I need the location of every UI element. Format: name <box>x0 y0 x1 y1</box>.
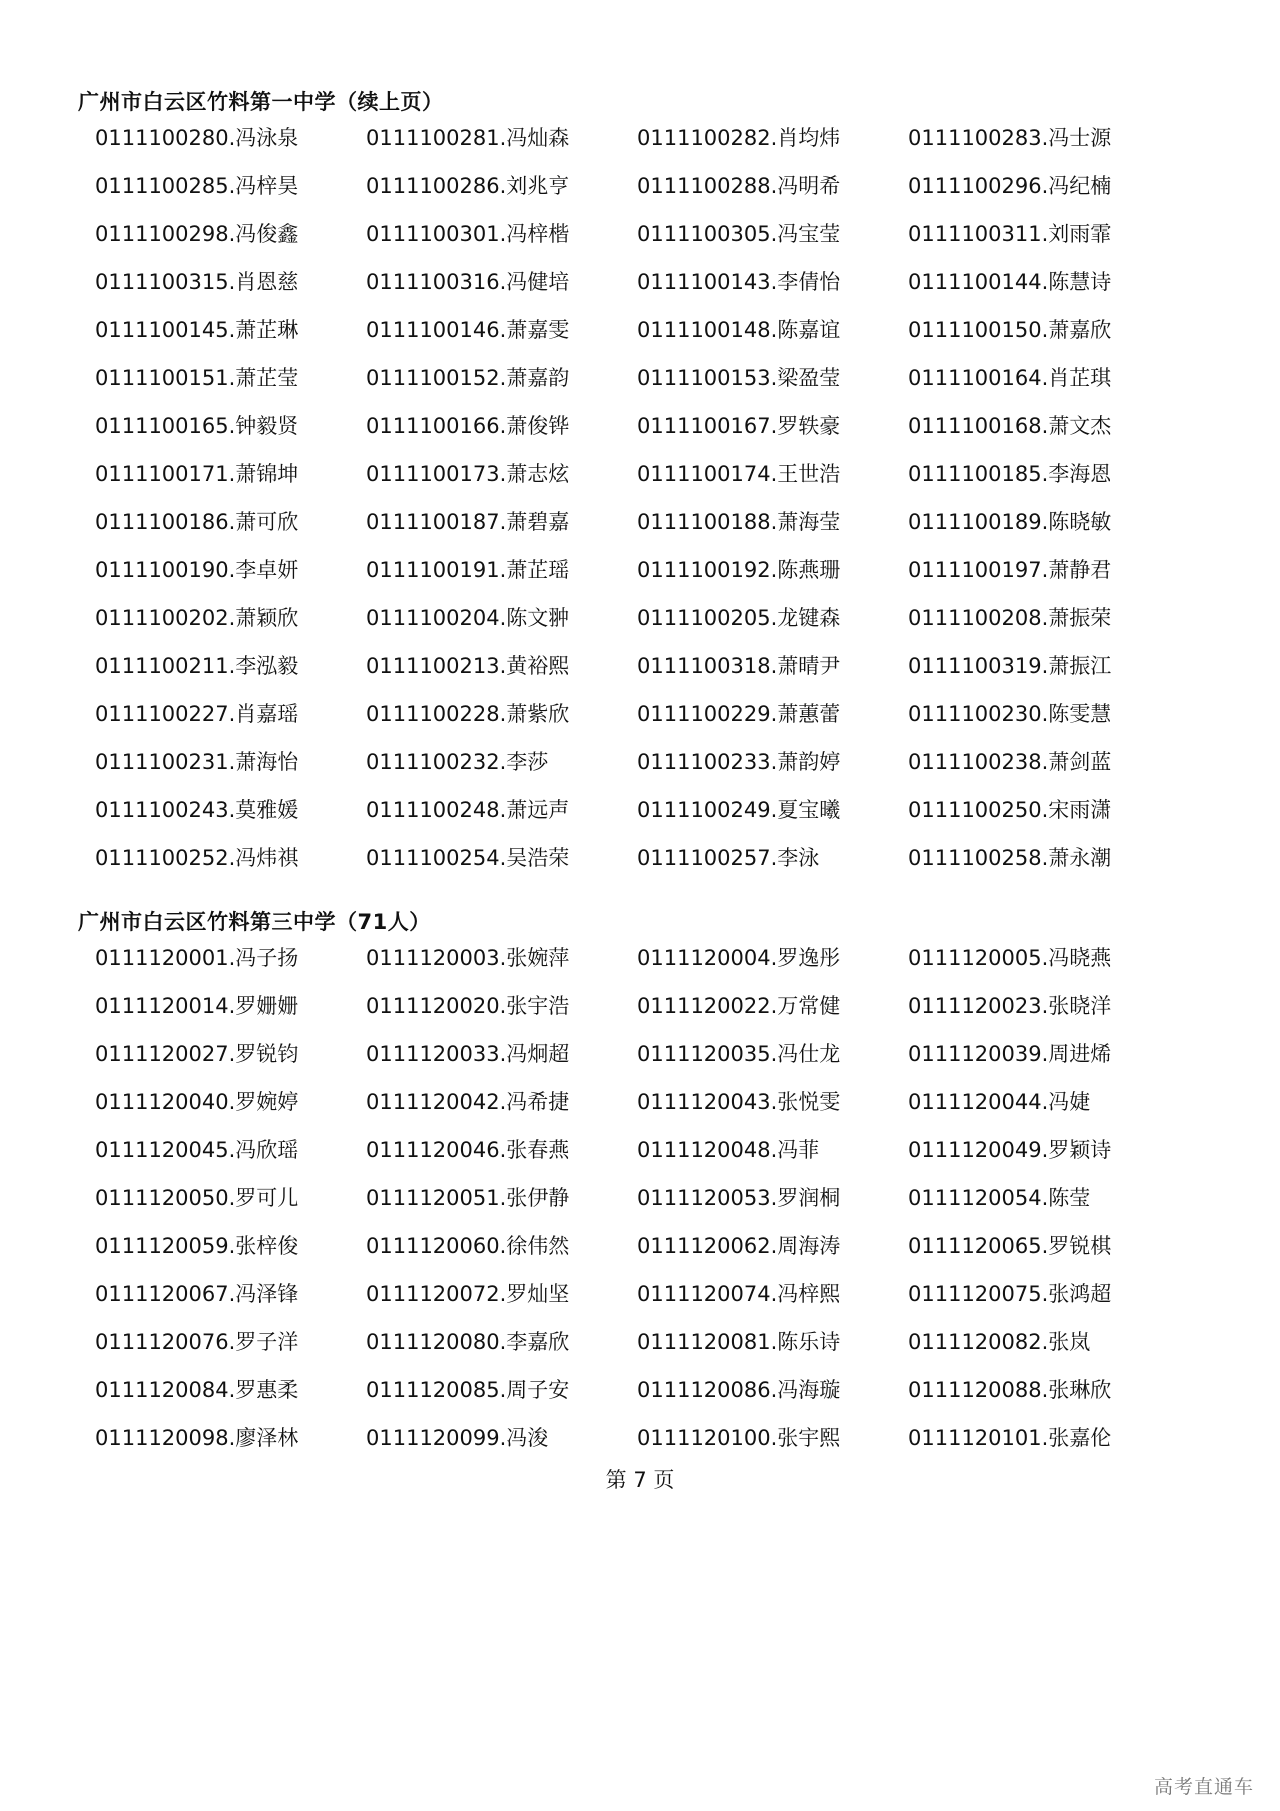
student-entry: 0111120043.张悦雯 <box>637 1090 841 1114</box>
student-entry: 0111120046.张春燕 <box>366 1138 570 1162</box>
student-entry: 0111100311.刘雨霏 <box>908 222 1112 246</box>
student-entry: 0111100168.萧文杰 <box>908 414 1112 438</box>
student-entry: 0111120044.冯婕 <box>908 1090 1091 1114</box>
student-entry: 0111100252.冯炜祺 <box>95 846 299 870</box>
student-entry: 0111100190.李卓妍 <box>95 558 299 582</box>
student-entry: 0111100145.萧芷琳 <box>95 318 299 342</box>
student-entry: 0111120075.张鸿超 <box>908 1282 1112 1306</box>
student-entry: 0111100288.冯明希 <box>637 174 841 198</box>
student-entry: 0111100250.宋雨潇 <box>908 798 1112 822</box>
student-entry: 0111120080.李嘉欣 <box>366 1330 570 1354</box>
student-entry: 0111120027.罗锐钧 <box>95 1042 299 1066</box>
student-entry: 0111100258.萧永潮 <box>908 846 1112 870</box>
student-entry: 0111100305.冯宝莹 <box>637 222 841 246</box>
student-entry: 0111100230.陈雯慧 <box>908 702 1112 726</box>
student-entry: 0111100188.萧海莹 <box>637 510 841 534</box>
student-entry: 0111120072.罗灿坚 <box>366 1282 570 1306</box>
student-entry: 0111100318.萧晴尹 <box>637 654 841 678</box>
student-entry: 0111120039.周进烯 <box>908 1042 1112 1066</box>
student-entry: 0111100197.萧静君 <box>908 558 1112 582</box>
student-entry: 0111100165.钟毅贤 <box>95 414 299 438</box>
watermark: 高考直通车 <box>1153 1776 1254 1798</box>
student-entry: 0111100152.萧嘉韵 <box>366 366 570 390</box>
student-entry: 0111100232.李莎 <box>366 750 549 774</box>
student-entry: 0111100228.萧紫欣 <box>366 702 570 726</box>
student-entry: 0111120040.罗婉婷 <box>95 1090 299 1114</box>
student-entry: 0111100153.梁盈莹 <box>637 366 841 390</box>
student-entry: 0111100283.冯士源 <box>908 126 1112 150</box>
student-entry: 0111120048.冯菲 <box>637 1138 820 1162</box>
student-entry: 0111100185.李海恩 <box>908 462 1112 486</box>
page-number: 第 7 页 <box>605 1468 675 1492</box>
student-entry: 0111100238.萧剑蓝 <box>908 750 1112 774</box>
student-entry: 0111100249.夏宝曦 <box>637 798 841 822</box>
student-entry: 0111100213.黄裕熙 <box>366 654 570 678</box>
student-entry: 0111100144.陈慧诗 <box>908 270 1112 294</box>
student-entry: 0111100319.萧振江 <box>908 654 1112 678</box>
student-entry: 0111100231.萧海怡 <box>95 750 299 774</box>
student-list <box>95 114 1179 882</box>
student-entry: 0111120033.冯炯超 <box>366 1042 570 1066</box>
student-entry: 0111120054.陈莹 <box>908 1186 1091 1210</box>
student-entry: 0111120059.张梓俊 <box>95 1234 299 1258</box>
student-entry: 0111100191.萧芷瑶 <box>366 558 570 582</box>
student-entry: 0111100301.冯梓楷 <box>366 222 570 246</box>
section-title: 广州市白云区竹料第三中学（71人） <box>78 910 431 934</box>
student-entry: 0111120086.冯海璇 <box>637 1378 841 1402</box>
student-entry: 0111120035.冯仕龙 <box>637 1042 841 1066</box>
student-entry: 0111100280.冯泳泉 <box>95 126 299 150</box>
student-entry: 0111120076.罗子洋 <box>95 1330 299 1354</box>
student-entry: 0111120023.张晓洋 <box>908 994 1112 1018</box>
student-entry: 0111100187.萧碧嘉 <box>366 510 570 534</box>
student-entry: 0111100171.萧锦坤 <box>95 462 299 486</box>
student-entry: 0111100233.萧韵婷 <box>637 750 841 774</box>
student-entry: 0111100208.萧振荣 <box>908 606 1112 630</box>
student-entry: 0111100173.萧志炫 <box>366 462 570 486</box>
student-entry: 0111120099.冯浚 <box>366 1426 549 1450</box>
student-entry: 0111120005.冯晓燕 <box>908 946 1112 970</box>
student-entry: 0111120022.万常健 <box>637 994 841 1018</box>
student-entry: 0111120060.徐伟然 <box>366 1234 570 1258</box>
student-entry: 0111100186.萧可欣 <box>95 510 299 534</box>
student-entry: 0111100174.王世浩 <box>637 462 841 486</box>
student-entry: 0111120065.罗锐棋 <box>908 1234 1112 1258</box>
student-entry: 0111100167.罗轶豪 <box>637 414 841 438</box>
student-entry: 0111100286.刘兆亨 <box>366 174 570 198</box>
student-entry: 0111120050.罗可儿 <box>95 1186 299 1210</box>
student-entry: 0111120003.张婉萍 <box>366 946 570 970</box>
student-entry: 0111100296.冯纪楠 <box>908 174 1112 198</box>
student-entry: 0111100248.萧远声 <box>366 798 570 822</box>
student-list <box>95 934 1179 1462</box>
student-entry: 0111100205.龙键森 <box>637 606 841 630</box>
student-entry: 0111100243.莫雅媛 <box>95 798 299 822</box>
student-entry: 0111120098.廖泽林 <box>95 1426 299 1450</box>
student-entry: 0111120014.罗姗姗 <box>95 994 299 1018</box>
student-entry: 0111120081.陈乐诗 <box>637 1330 841 1354</box>
student-entry: 0111100204.陈文翀 <box>366 606 570 630</box>
student-entry: 0111100315.肖恩慈 <box>95 270 299 294</box>
student-entry: 0111100227.肖嘉瑶 <box>95 702 299 726</box>
student-entry: 0111100281.冯灿森 <box>366 126 570 150</box>
student-entry: 0111100285.冯梓昊 <box>95 174 299 198</box>
student-entry: 0111120053.罗润桐 <box>637 1186 841 1210</box>
student-entry: 0111120045.冯欣瑶 <box>95 1138 299 1162</box>
student-entry: 0111100189.陈晓敏 <box>908 510 1112 534</box>
student-entry: 0111120051.张伊静 <box>366 1186 570 1210</box>
student-entry: 0111100254.吴浩荣 <box>366 846 570 870</box>
student-entry: 0111100211.李泓毅 <box>95 654 299 678</box>
student-entry: 0111100150.萧嘉欣 <box>908 318 1112 342</box>
student-entry: 0111120084.罗惠柔 <box>95 1378 299 1402</box>
student-entry: 0111100202.萧颖欣 <box>95 606 299 630</box>
student-entry: 0111100166.萧俊铧 <box>366 414 570 438</box>
student-entry: 0111120062.周海涛 <box>637 1234 841 1258</box>
student-entry: 0111100316.冯健培 <box>366 270 570 294</box>
section-title: 广州市白云区竹料第一中学（续上页） <box>78 90 444 114</box>
student-entry: 0111120088.张琳欣 <box>908 1378 1112 1402</box>
student-entry: 0111100192.陈燕珊 <box>637 558 841 582</box>
student-entry: 0111100164.肖芷琪 <box>908 366 1112 390</box>
student-entry: 0111120082.张岚 <box>908 1330 1091 1354</box>
student-entry: 0111120004.罗逸彤 <box>637 946 841 970</box>
student-entry: 0111120074.冯梓熙 <box>637 1282 841 1306</box>
student-entry: 0111100151.萧芷莹 <box>95 366 299 390</box>
student-entry: 0111120067.冯泽锋 <box>95 1282 299 1306</box>
student-entry: 0111100257.李泳 <box>637 846 820 870</box>
student-entry: 0111100146.萧嘉雯 <box>366 318 570 342</box>
student-entry: 0111120001.冯子扬 <box>95 946 299 970</box>
student-entry: 0111120020.张宇浩 <box>366 994 570 1018</box>
student-entry: 0111100148.陈嘉谊 <box>637 318 841 342</box>
student-entry: 0111100143.李倩怡 <box>637 270 841 294</box>
student-entry: 0111100298.冯俊鑫 <box>95 222 299 246</box>
student-entry: 0111120049.罗颖诗 <box>908 1138 1112 1162</box>
student-entry: 0111120042.冯希捷 <box>366 1090 570 1114</box>
student-entry: 0111120100.张宇熙 <box>637 1426 841 1450</box>
student-entry: 0111100282.肖均炜 <box>637 126 841 150</box>
student-entry: 0111100229.萧蕙蕾 <box>637 702 841 726</box>
student-entry: 0111120101.张嘉伦 <box>908 1426 1112 1450</box>
student-entry: 0111120085.周子安 <box>366 1378 570 1402</box>
